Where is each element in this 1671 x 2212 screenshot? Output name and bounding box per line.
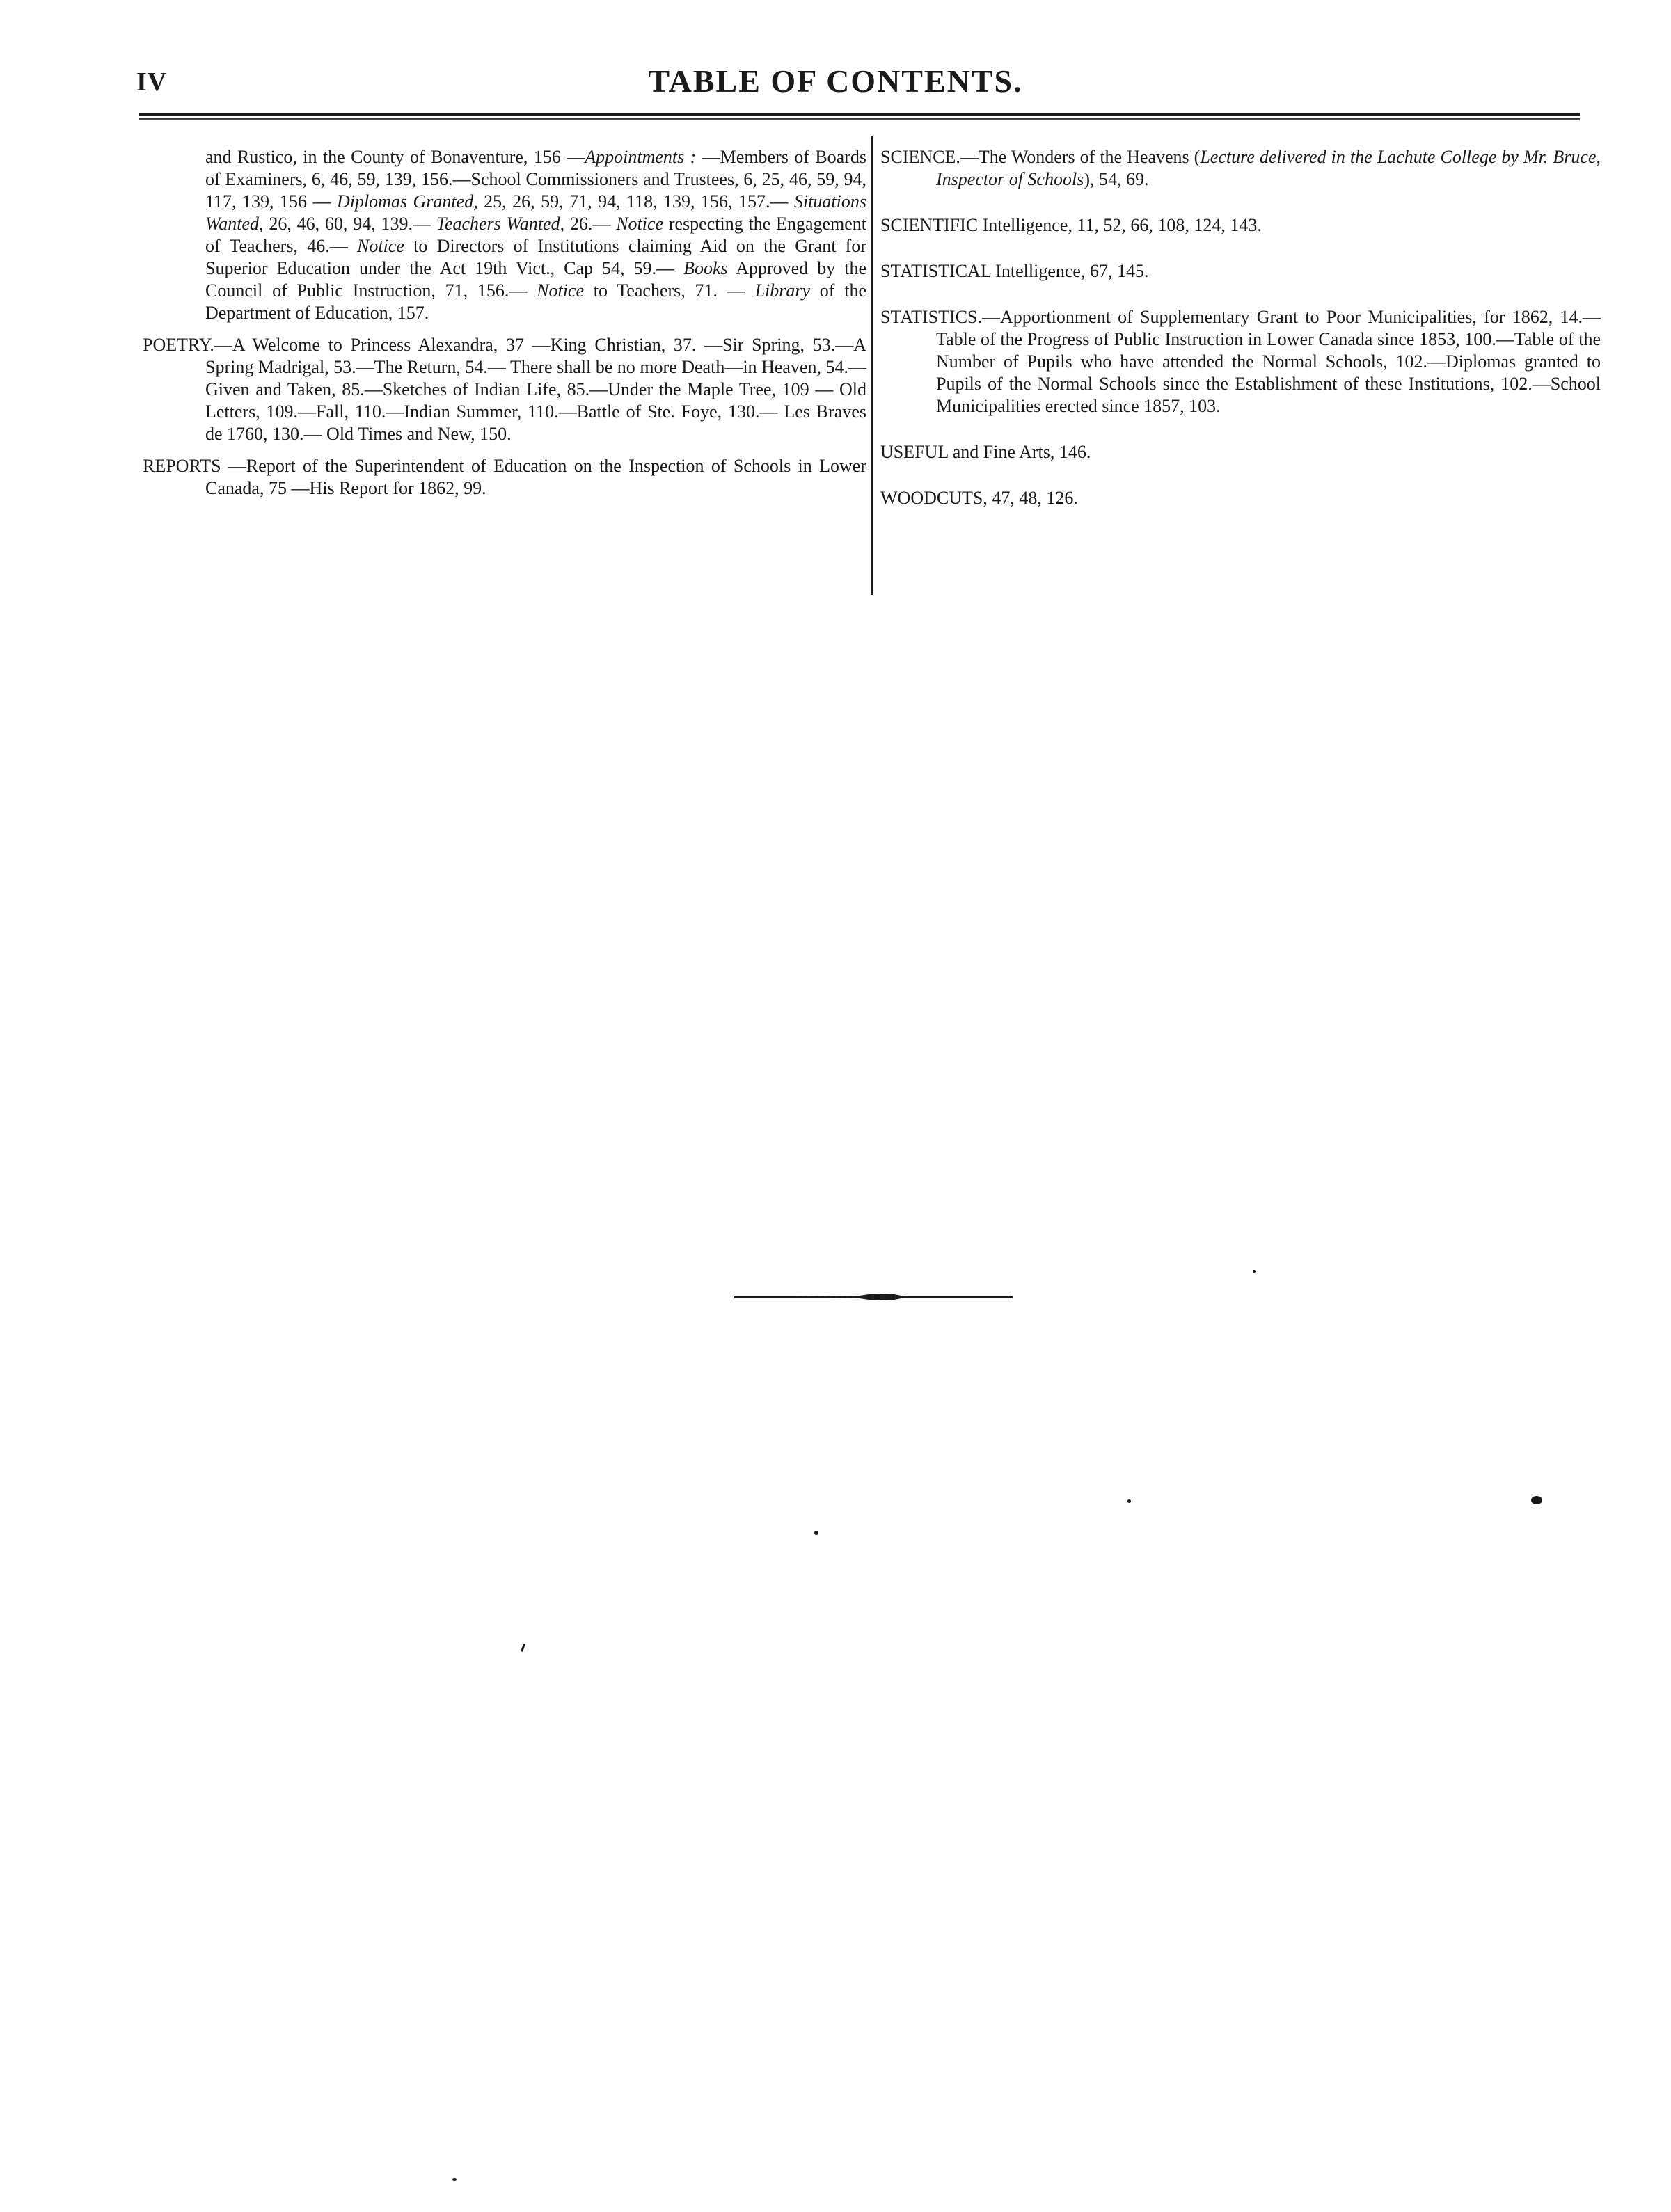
toc-entry-text: respecting the Engagement of Teachers, 46.— xyxy=(205,214,867,256)
page-number: IV xyxy=(136,67,168,97)
toc-entry xyxy=(880,260,1601,283)
toc-entry-text: REPORTS —Report of the Superintendent of Education on the Inspection of Schools in Lower Canada, 75 —His Report for 1862, 99. xyxy=(143,456,866,498)
toc-entry-text: 26, 46, 60, 94, 139.— xyxy=(263,214,436,234)
toc-entry-text: —Members of Boards of Examiners, 6, 46, 59, 139, 156.—School Commissioners and Trustees, 6, 25, 46, 59, 94, 117, 139, 156 — xyxy=(205,147,866,212)
end-ornament xyxy=(734,1291,1013,1303)
toc-entry-italic-text: Library xyxy=(754,280,811,301)
header-rule xyxy=(139,110,1580,124)
toc-entry-italic-text: Teachers Wanted, xyxy=(436,214,565,234)
toc-entry-text: SCIENTIFIC Intelligence, 11, 52, 66, 108, 124, 143. xyxy=(880,215,1262,235)
print-speck xyxy=(1127,1499,1131,1503)
toc-entry-italic-text: Situations Wanted, xyxy=(205,191,866,234)
toc-entry-text: STATISTICAL Intelligence, 67, 145. xyxy=(880,261,1149,281)
toc-entry xyxy=(143,334,866,445)
toc-entry-text: to Teachers, 71. — xyxy=(584,280,755,301)
toc-entry-text: 25, 26, 59, 71, 94, 118, 139, 156, 157.— xyxy=(477,191,794,212)
column-divider xyxy=(871,136,873,595)
toc-entry-italic-text: Notice xyxy=(357,236,404,256)
toc-entry-italic-text: Books xyxy=(683,258,728,278)
toc-entry-text: Approved by the Council of Public Instruction, 71, 156.— xyxy=(205,258,866,301)
toc-entry-italic-text: Diplomas Granted, xyxy=(336,191,478,212)
toc-entry xyxy=(880,214,1601,237)
right-column xyxy=(880,146,1601,533)
toc-entry-text: USEFUL and Fine Arts, 146. xyxy=(880,442,1091,462)
toc-entry-italic-text: Lecture delivered in the Lachute College by Mr. Bruce, Inspector of Schools xyxy=(936,147,1601,189)
toc-entry xyxy=(143,455,866,500)
print-speck xyxy=(521,1644,525,1652)
toc-entry xyxy=(880,441,1601,463)
toc-entry-italic-text: Appointments : xyxy=(585,147,697,167)
toc-entry-text: STATISTICS.—Apportionment of Supplementary Grant to Poor Municipalities, for 1862, 14.—Table of the Progress of Public Instruction in Lower Canada since 1853, 100.—Table of the Number of Pupils who have attended the Normal Schools, 102.—Diplomas granted to Pupils of the Normal Schools since the Establishment of these Institutions, 102.—School Municipalities erected since 1857, 103. xyxy=(880,307,1601,416)
toc-entry-text: 26.— xyxy=(564,214,617,234)
toc-entry xyxy=(880,487,1601,509)
toc-entry-text: SCIENCE.—The Wonders of the Heavens ( xyxy=(880,147,1201,167)
toc-entry-text: to Directors of Institutions claiming Aid on the Grant for Superior Education under the Act 19th Vict., Cap 54, 59.— xyxy=(205,236,866,278)
toc-entry-italic-text: Notice xyxy=(537,280,585,301)
toc-entry-text: WOODCUTS, 47, 48, 126. xyxy=(880,488,1078,508)
print-speck xyxy=(814,1531,818,1535)
toc-entry-text: and Rustico, in the County of Bonaventure, 156 — xyxy=(205,147,585,167)
toc-entry xyxy=(880,306,1601,417)
toc-entry-text: of the Department of Education, 157. xyxy=(205,280,866,323)
print-speck xyxy=(452,2178,457,2181)
toc-entry-italic-text: Notice xyxy=(616,214,664,234)
toc-entry-text: POETRY.—A Welcome to Princess Alexandra, 37 —King Christian, 37. —Sir Spring, 53.—A Spring Madrigal, 53.—The Return, 54.— There shall be no more Death—in Heaven, 54.—Given and Taken, 85.—Sketches of Indian Life, 85.—Under the Maple Tree, 109 — Old Letters, 109.—Fall, 110.—Indian Summer, 110.—Battle of Ste. Foye, 130.— Les Braves de 1760, 130.— Old Times and New, 150. xyxy=(143,335,866,444)
toc-entry xyxy=(880,146,1601,191)
left-column xyxy=(143,146,866,509)
print-speck xyxy=(1253,1270,1256,1273)
page-title: TABLE OF CONTENTS. xyxy=(648,63,1023,99)
toc-entry xyxy=(143,146,866,324)
toc-entry-text: ), 54, 69. xyxy=(1084,169,1149,189)
print-speck xyxy=(1531,1496,1542,1504)
